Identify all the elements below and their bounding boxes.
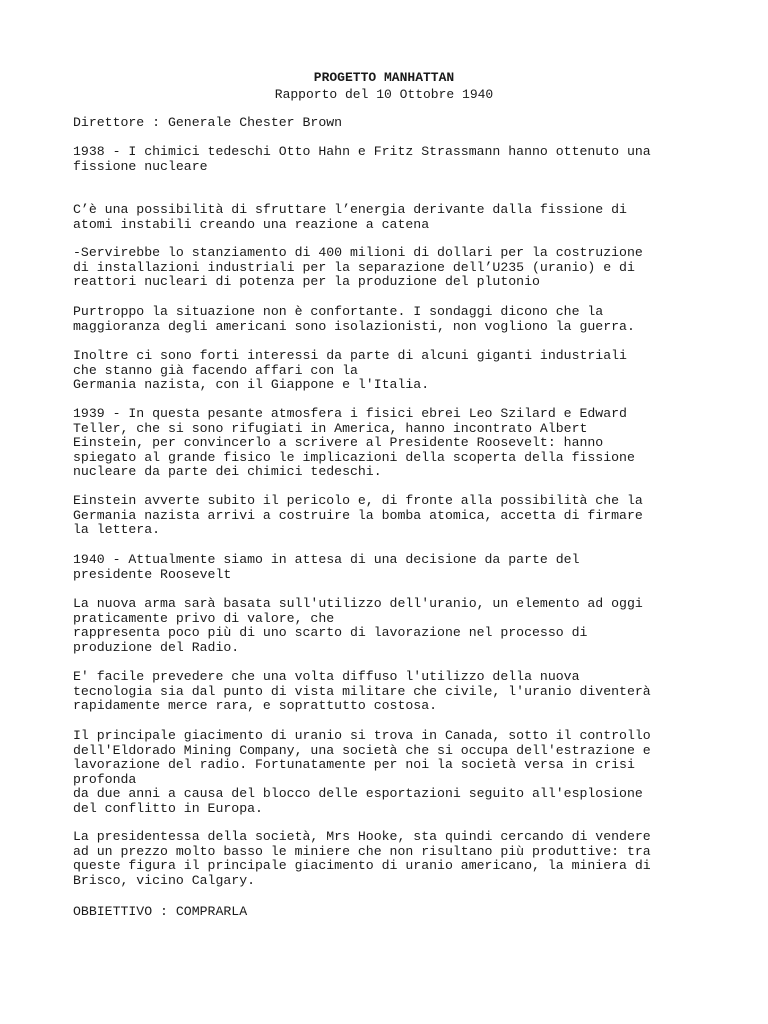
paragraph-industrial-interests: Inoltre ci sono forti interessi da parte di alcuni giganti industriali che stanno già facendo affari con la Germania nazista, con il Giappone e l'Italia.: [73, 348, 627, 393]
paragraph-situation: Purtroppo la situazione non è confortante. I sondaggi dicono che la maggioranza degli americani sono isolazionisti, non vogliono la guerra.: [73, 304, 635, 334]
paragraph-canada-deposit: Il principale giacimento di uranio si trova in Canada, sotto il controllo dell'Eldorado Mining Company, una società che si occupa dell'estrazione e lavorazione del radio. Fortunatamente per noi la società versa in crisi profonda da due anni a causa del blocco delle esportazioni seguito all'esplosione del conflitto in Europa.: [73, 728, 651, 816]
document-title: PROGETTO MANHATTAN: [313, 70, 455, 85]
paragraph-1938: 1938 - I chimici tedeschi Otto Hahn e Fritz Strassmann hanno ottenuto una fissione nucleare: [73, 144, 651, 174]
paragraph-objective: OBBIETTIVO : COMPRARLA: [73, 904, 248, 919]
paragraph-1939: 1939 - In questa pesante atmosfera i fisici ebrei Leo Szilard e Edward Teller, che si sono rifugiati in America, hanno incontrato Albert Einstein, per convincerlo a scrivere al Presidente Roosevelt: hanno spiegato al grande fisico le implicazioni della scoperta della fissione nucleare da parte dei chimici tedeschi.: [73, 406, 635, 480]
paragraph-new-weapon: La nuova arma sarà basata sull'utilizzo dell'uranio, un elemento ad oggi praticamente privo di valore, che rappresenta poco più di uno scarto di lavorazione nel processo di produzione del Radio.: [73, 596, 643, 655]
paragraph-uranium-value: E' facile prevedere che una volta diffuso l'utilizzo della nuova tecnologia sia dal punto di vista militare che civile, l'uranio diventerà rapidamente merce rara, e soprattutto costosa.: [73, 669, 651, 714]
paragraph-mrs-hooke: La presidentessa della società, Mrs Hooke, sta quindi cercando di vendere ad un prezzo molto basso le miniere che non risultano più produttive: tra queste figura il principale giacimento di uranio americano, la miniera di Brisco, vicino Calgary.: [73, 829, 651, 888]
paragraph-einstein: Einstein avverte subito il pericolo e, di fronte alla possibilità che la Germania nazista arrivi a costruire la bomba atomica, accetta di firmare la lettera.: [73, 493, 643, 538]
paragraph-1940: 1940 - Attualmente siamo in attesa di una decisione da parte del presidente Roosevelt: [73, 552, 580, 582]
document-subtitle: Rapporto del 10 Ottobre 1940: [274, 87, 494, 102]
paragraph-funding: -Servirebbe lo stanziamento di 400 milioni di dollari per la costruzione di installazioni industriali per la separazione dell’U235 (uranio) e di reattori nucleari di potenza per la produzione del plutonio: [73, 245, 643, 290]
paragraph-director: Direttore : Generale Chester Brown: [73, 115, 343, 130]
paragraph-possibility: C’è una possibilità di sfruttare l’energia derivante dalla fissione di atomi instabili creando una reazione a catena: [73, 202, 627, 232]
